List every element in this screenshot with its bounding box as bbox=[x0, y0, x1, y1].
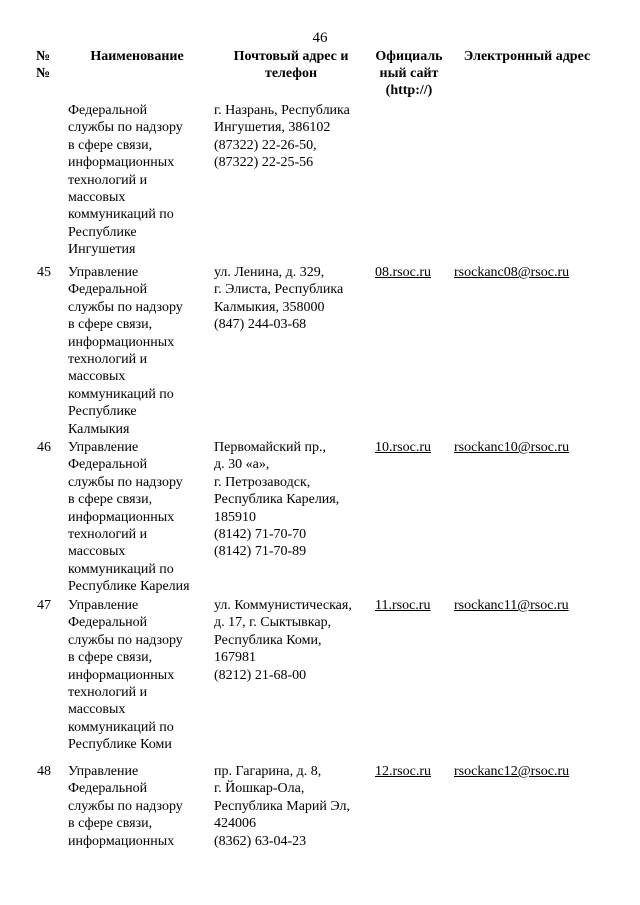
row-name: Управление Федеральной службы по надзору в сфере связи, информационных bbox=[68, 764, 183, 849]
table-body bbox=[0, 102, 640, 873]
header-name: Наименование bbox=[90, 49, 184, 64]
row-address: ул. Ленина, д. 329, г. Элиста, Республика Калмыкия, 358000 (847) 244-03-68 bbox=[214, 265, 344, 333]
row-site-link[interactable]: 10.rsoc.ru bbox=[375, 440, 431, 455]
header-site: Официаль ный сайт (http://) bbox=[375, 49, 443, 98]
table-row bbox=[0, 264, 640, 439]
row-address: Первомайский пр., д. 30 «а», г. Петрозаводск, Республика Карелия, 185910 (8142) 71-70-70 (8142) 71-70-89 bbox=[214, 440, 340, 560]
table-row bbox=[0, 597, 640, 763]
row-address: ул. Коммунистическая, д. 17, г. Сыктывкар, Республика Коми, 167981 (8212) 21-68-00 bbox=[214, 598, 352, 683]
row-site-link[interactable]: 08.rsoc.ru bbox=[375, 265, 431, 280]
row-address: пр. Гагарина, д. 8, г. Йошкар-Ола, Республика Марий Эл, 424006 (8362) 63-04-23 bbox=[214, 764, 350, 849]
header-email: Электронный адрес bbox=[463, 49, 591, 64]
row-site-link[interactable]: 12.rsoc.ru bbox=[375, 764, 431, 779]
table-row bbox=[0, 763, 640, 873]
row-site-link[interactable]: 11.rsoc.ru bbox=[375, 598, 431, 613]
row-name: Управление Федеральной службы по надзору в сфере связи, информационных технологий и массовых коммуникаций по Республике Карелия bbox=[68, 440, 190, 595]
row-name: Управление Федеральной службы по надзору в сфере связи, информационных технологий и массовых коммуникаций по Республике Коми bbox=[68, 598, 183, 753]
header-address: Почтовый адрес и телефон bbox=[233, 49, 349, 81]
row-name: Управление Федеральной службы по надзору в сфере связи, информационных технологий и массовых коммуникаций по Республике Калмыкия bbox=[68, 265, 183, 437]
page-number: 46 bbox=[312, 30, 328, 46]
table-row bbox=[0, 102, 640, 264]
row-address: г. Назрань, Республика Ингушетия, 386102 (87322) 22-26-50, (87322) 22-25-56 bbox=[214, 103, 350, 171]
row-number: 48 bbox=[37, 764, 51, 779]
row-email-link[interactable]: rsockanc08@rsoc.ru bbox=[454, 265, 570, 280]
table-header bbox=[0, 48, 640, 100]
row-email-link[interactable]: rsockanc11@rsoc.ru bbox=[454, 598, 569, 613]
row-email-link[interactable]: rsockanc12@rsoc.ru bbox=[454, 764, 570, 779]
row-email-link[interactable]: rsockanc10@rsoc.ru bbox=[454, 440, 570, 455]
row-number: 46 bbox=[37, 440, 51, 455]
header-number: № № bbox=[36, 49, 51, 81]
row-number: 47 bbox=[37, 598, 51, 613]
table-row bbox=[0, 439, 640, 597]
row-number: 45 bbox=[37, 265, 51, 280]
row-name: Федеральной службы по надзору в сфере связи, информационных технологий и массовых коммуникаций по Республике Ингушетия bbox=[68, 103, 183, 258]
